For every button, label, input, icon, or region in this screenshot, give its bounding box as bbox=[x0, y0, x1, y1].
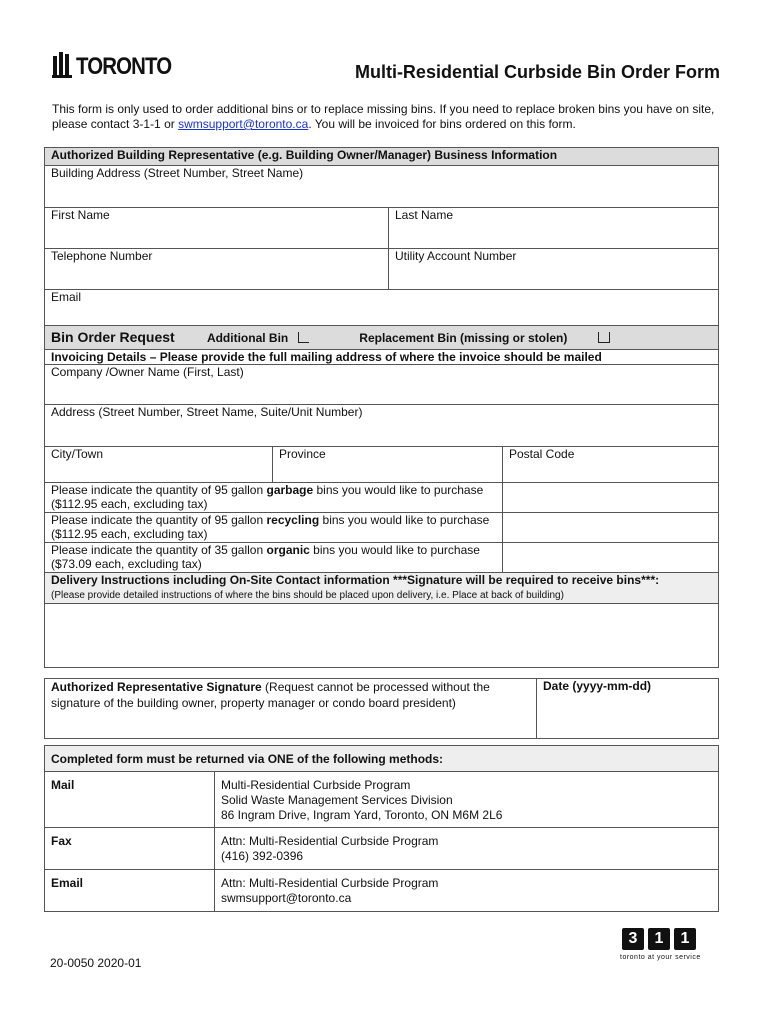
email-line-2: swmsupport@toronto.ca bbox=[221, 891, 352, 905]
additional-bin-label: Additional Bin bbox=[206, 331, 289, 345]
recycling-text-bold: recycling bbox=[266, 513, 320, 527]
organic-text-pre: Please indicate the quantity of 35 gallon bbox=[51, 543, 267, 557]
business-heading-part2: e.g. Building Owner/Manager bbox=[261, 148, 428, 162]
mail-line-2: Solid Waste Management Services Division bbox=[221, 793, 453, 807]
signature-label-rest: (Request cannot be processed without the signature of the building owner, property manager or condo board president) bbox=[51, 680, 490, 710]
delivery-note-text: (Please provide detailed instructions of where the bins should be placed upon delivery, i.e. Place at back of building) bbox=[51, 590, 564, 601]
invoice-address-field[interactable] bbox=[45, 405, 719, 447]
garbage-text-bold: garbage bbox=[266, 483, 314, 497]
company-owner-label: Company /Owner Name (First, Last) bbox=[51, 365, 244, 379]
fax-line-2: (416) 392-0396 bbox=[221, 849, 304, 863]
city-hall-icon bbox=[52, 50, 74, 78]
replacement-bin-checkbox[interactable] bbox=[598, 332, 610, 343]
province-label: Province bbox=[279, 447, 326, 461]
first-name-label: First Name bbox=[51, 208, 110, 222]
building-address-field[interactable] bbox=[45, 166, 719, 208]
organic-bin-question bbox=[45, 543, 503, 573]
replacement-bin-label: Replacement Bin (missing or stolen) bbox=[359, 331, 568, 345]
city-field[interactable] bbox=[45, 447, 273, 483]
intro-text bbox=[52, 102, 732, 132]
garbage-text-post: bins you would like to purchase bbox=[313, 483, 484, 497]
organic-quantity-input[interactable] bbox=[503, 543, 719, 573]
delivery-instructions-heading bbox=[45, 573, 719, 604]
toronto-logo bbox=[52, 50, 172, 80]
last-name-field[interactable] bbox=[389, 208, 719, 249]
province-field[interactable] bbox=[273, 447, 503, 483]
garbage-text-pre: Please indicate the quantity of 95 gallon bbox=[51, 483, 267, 497]
intro-text-before: This form is only used to order additional bins or to replace missing bins. If you need to replace broken bins you have on site, please contact 3-1-1 or bbox=[52, 102, 715, 131]
intro-email-link[interactable]: swmsupport@toronto.ca bbox=[178, 117, 309, 131]
recycling-price: ($112.95 each, excluding tax) bbox=[51, 527, 208, 541]
organic-text-post: bins you would like to purchase bbox=[309, 543, 480, 557]
bin-order-heading bbox=[45, 326, 719, 350]
last-name-label: Last Name bbox=[395, 208, 454, 222]
postal-code-label: Postal Code bbox=[509, 447, 575, 461]
badge-digit-3: 1 bbox=[674, 928, 696, 950]
fax-line-1: Attn: Multi-Residential Curbside Program bbox=[221, 834, 439, 848]
company-owner-field[interactable] bbox=[45, 365, 719, 405]
delivery-heading-text: Delivery Instructions including On-Site Contact information ***Signature will be required to receive bins***: bbox=[51, 573, 660, 587]
postal-code-field[interactable] bbox=[503, 447, 719, 483]
organic-price: ($73.09 each, excluding tax) bbox=[51, 557, 202, 571]
badge-digit-2: 1 bbox=[648, 928, 670, 950]
mail-method-label: Mail bbox=[45, 772, 215, 828]
intro-text-after: . You will be invoiced for bins ordered on this form. bbox=[308, 117, 576, 131]
additional-bin-checkbox[interactable] bbox=[298, 332, 309, 343]
recycling-text-pre: Please indicate the quantity of 95 gallon bbox=[51, 513, 267, 527]
garbage-quantity-input[interactable] bbox=[503, 483, 719, 513]
badge-311 bbox=[620, 928, 716, 968]
email-method-label: Email bbox=[45, 870, 215, 912]
recycling-quantity-input[interactable] bbox=[503, 513, 719, 543]
telephone-label: Telephone Number bbox=[51, 249, 153, 263]
fax-method-label: Fax bbox=[45, 828, 215, 870]
email-label: Email bbox=[51, 290, 82, 304]
form-title: Multi-Residential Curbside Bin Order Form bbox=[354, 62, 720, 82]
utility-account-label: Utility Account Number bbox=[395, 249, 517, 263]
form-code: 20-0050 2020-01 bbox=[50, 956, 142, 970]
invoice-address-label: Address (Street Number, Street Name, Suite/Unit Number) bbox=[51, 405, 363, 419]
mail-method-details bbox=[215, 772, 719, 828]
order-form-table bbox=[44, 147, 719, 668]
email-line-1: Attn: Multi-Residential Curbside Program bbox=[221, 876, 439, 890]
return-methods-table bbox=[44, 745, 719, 912]
business-info-heading bbox=[45, 148, 719, 166]
bin-order-title: Bin Order Request bbox=[51, 329, 175, 345]
fax-method-details bbox=[215, 828, 719, 870]
garbage-price: ($112.95 each, excluding tax) bbox=[51, 497, 208, 511]
business-heading-part3: ) Business Information bbox=[427, 148, 558, 162]
signature-label-bold: Authorized Representative Signature bbox=[51, 680, 262, 694]
mail-line-1: Multi-Residential Curbside Program bbox=[221, 778, 411, 792]
email-method-details bbox=[215, 870, 719, 912]
badge-tagline: toronto at your service bbox=[620, 954, 701, 961]
email-field[interactable] bbox=[45, 290, 719, 326]
recycling-text-post: bins you would like to purchase bbox=[319, 513, 490, 527]
date-field[interactable] bbox=[537, 679, 719, 739]
first-name-field[interactable] bbox=[45, 208, 389, 249]
delivery-instructions-input[interactable] bbox=[45, 604, 719, 668]
logo-text: TORONTO bbox=[76, 53, 172, 80]
garbage-bin-question bbox=[45, 483, 503, 513]
organic-text-bold: organic bbox=[266, 543, 310, 557]
business-heading-part1: Authorized Building Representative ( bbox=[51, 148, 262, 162]
date-label: Date (yyyy-mm-dd) bbox=[543, 679, 652, 693]
mail-line-3: 86 Ingram Drive, Ingram Yard, Toronto, ON M6M 2L6 bbox=[221, 808, 503, 822]
badge-digit-1: 3 bbox=[622, 928, 644, 950]
return-methods-heading: Completed form must be returned via ONE of the following methods: bbox=[45, 746, 719, 772]
invoicing-details-label: Invoicing Details – Please provide the full mailing address of where the invoice should be mailed bbox=[45, 350, 719, 365]
utility-account-field[interactable] bbox=[389, 249, 719, 290]
building-address-label: Building Address (Street Number, Street Name) bbox=[51, 166, 304, 180]
city-label: City/Town bbox=[51, 447, 104, 461]
telephone-field[interactable] bbox=[45, 249, 389, 290]
recycling-bin-question bbox=[45, 513, 503, 543]
signature-table bbox=[44, 678, 719, 739]
signature-field[interactable] bbox=[45, 679, 537, 739]
